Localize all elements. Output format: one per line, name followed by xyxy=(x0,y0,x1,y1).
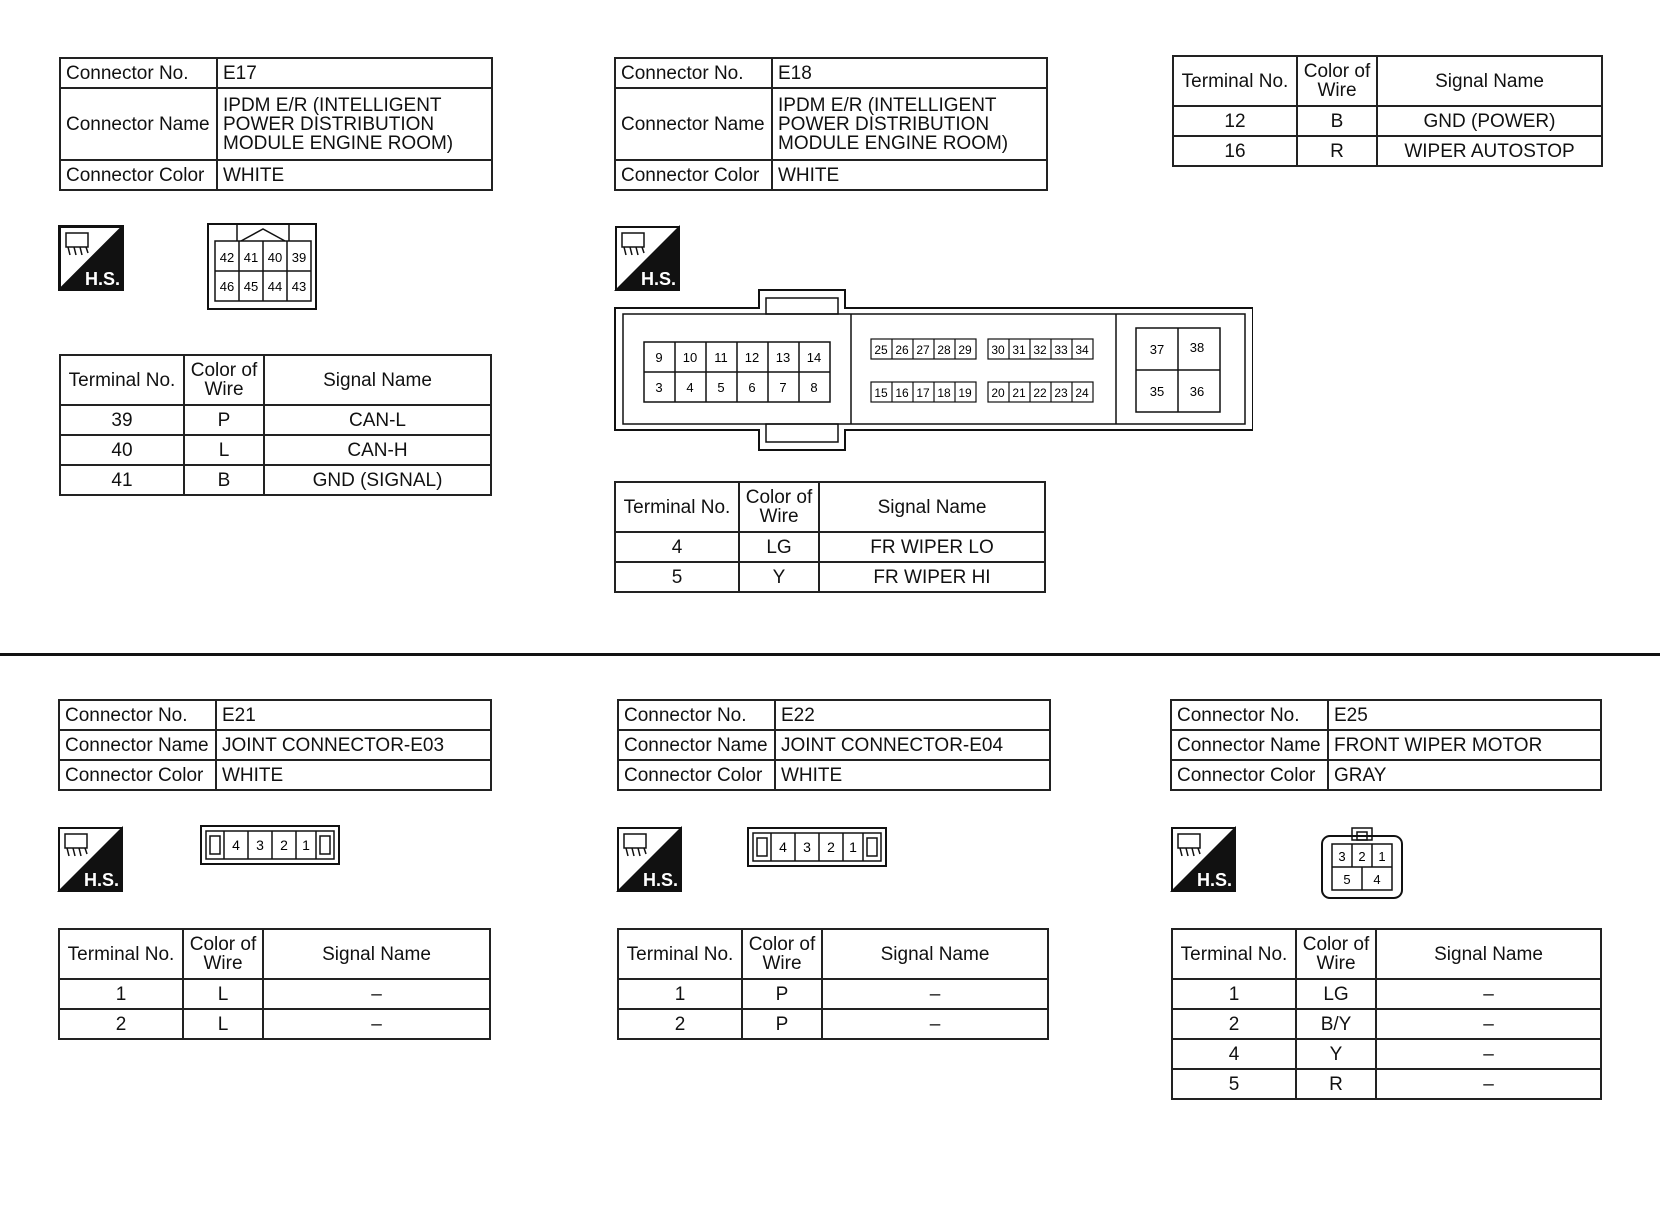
pin-label: 10 xyxy=(682,350,698,365)
terminal-cell: 2 xyxy=(59,1009,183,1039)
table-row xyxy=(1172,1009,1601,1039)
e18-info-table xyxy=(614,57,1048,191)
pin-label: 45 xyxy=(243,279,259,294)
pin-label: 36 xyxy=(1189,384,1205,399)
connector-color-label: Connector Color xyxy=(59,760,216,790)
pin-label: 12 xyxy=(744,350,760,365)
connector-color-label: Connector Color xyxy=(618,760,775,790)
terminal-cell: 1 xyxy=(618,979,742,1009)
color-of-wire-header xyxy=(184,355,264,405)
connector-color-value: WHITE xyxy=(775,760,1050,790)
signal-cell: WIPER AUTOSTOP xyxy=(1377,136,1602,166)
header-line: Color of xyxy=(1303,61,1371,82)
pin-label: 41 xyxy=(243,250,259,265)
header-row xyxy=(59,929,490,979)
signal-cell: – xyxy=(1376,1009,1601,1039)
pin-label: 4 xyxy=(779,839,787,855)
section-divider xyxy=(0,653,1660,656)
color-of-wire-header xyxy=(739,482,819,532)
pin-label: 35 xyxy=(1149,384,1165,399)
table-row xyxy=(618,979,1048,1009)
connector-no-label: Connector No. xyxy=(59,700,216,730)
wire-cell: Y xyxy=(739,562,819,592)
table-row xyxy=(60,435,491,465)
wire-cell: P xyxy=(184,405,264,435)
connector-name-label: Connector Name xyxy=(60,88,217,160)
connector-no-label: Connector No. xyxy=(60,58,217,88)
header-line: Wire xyxy=(759,506,799,527)
header-row xyxy=(615,482,1045,532)
terminal-no-header: Terminal No. xyxy=(615,482,739,532)
terminal-cell: 40 xyxy=(60,435,184,465)
signal-cell: FR WIPER HI xyxy=(819,562,1045,592)
pin-label: 5 xyxy=(1343,872,1351,887)
pin-label: 20 xyxy=(991,386,1005,400)
e25-signal-table xyxy=(1171,928,1602,1100)
connector-name-row xyxy=(60,88,492,160)
pin-label: 16 xyxy=(895,386,909,400)
table-row xyxy=(615,562,1045,592)
wire-cell: B/Y xyxy=(1296,1009,1376,1039)
terminal-cell: 2 xyxy=(618,1009,742,1039)
connector-no-value: E18 xyxy=(772,58,1047,88)
pin-label: 19 xyxy=(958,386,972,400)
table-row xyxy=(1172,1069,1601,1099)
color-of-wire-header xyxy=(183,929,263,979)
connector-no-value: E22 xyxy=(775,700,1050,730)
pin-label: 7 xyxy=(779,380,787,395)
connector-no-label: Connector No. xyxy=(1171,700,1328,730)
name-line: MODULE ENGINE ROOM) xyxy=(223,132,454,154)
terminal-cell: 4 xyxy=(615,532,739,562)
e21-info-table xyxy=(58,699,492,791)
header-row xyxy=(1172,929,1601,979)
header-row xyxy=(1173,56,1602,106)
terminal-cell: 4 xyxy=(1172,1039,1296,1069)
pin-label: 4 xyxy=(1373,872,1381,887)
pin-label: 2 xyxy=(1358,849,1366,864)
pin-label: 33 xyxy=(1054,343,1068,357)
e17-connector-face xyxy=(207,223,319,311)
pin-label: 9 xyxy=(655,350,663,365)
hs-label: H.S. xyxy=(85,269,121,289)
connector-name-row xyxy=(59,730,491,760)
pin-label: 4 xyxy=(232,837,240,853)
connector-no-value: E21 xyxy=(216,700,491,730)
terminal-cell: 39 xyxy=(60,405,184,435)
signal-cell: – xyxy=(1376,979,1601,1009)
connector-color-label: Connector Color xyxy=(60,160,217,190)
e17-info-table xyxy=(59,57,493,191)
name-line: MODULE ENGINE ROOM) xyxy=(778,132,1009,154)
signal-cell: – xyxy=(263,979,490,1009)
connector-color-value: GRAY xyxy=(1328,760,1601,790)
harness-side-icon xyxy=(58,225,124,291)
connector-color-value: WHITE xyxy=(216,760,491,790)
pin-label: 6 xyxy=(748,380,756,395)
wire-cell: L xyxy=(184,435,264,465)
connector-no-row xyxy=(618,700,1050,730)
pin-label: 8 xyxy=(810,380,818,395)
pin-label: 1 xyxy=(302,837,310,853)
connector-color-label: Connector Color xyxy=(615,160,772,190)
wire-cell: P xyxy=(742,1009,822,1039)
header-row xyxy=(60,355,491,405)
connector-color-row xyxy=(60,160,492,190)
header-line: Color of xyxy=(190,360,258,381)
e25-info-table xyxy=(1170,699,1602,791)
e22-signal-table xyxy=(617,928,1049,1040)
wire-cell: LG xyxy=(739,532,819,562)
pin-label: 44 xyxy=(267,279,283,294)
connector-name-value: JOINT CONNECTOR-E04 xyxy=(775,730,1050,760)
pin-label: 27 xyxy=(916,343,930,357)
connector-name-value: FRONT WIPER MOTOR xyxy=(1328,730,1601,760)
connector-no-label: Connector No. xyxy=(615,58,772,88)
signal-cell: – xyxy=(822,979,1048,1009)
harness-side-icon xyxy=(616,826,682,892)
wire-cell: L xyxy=(183,1009,263,1039)
pin-label: 15 xyxy=(874,386,888,400)
pin-label: 34 xyxy=(1075,343,1089,357)
terminal-cell: 41 xyxy=(60,465,184,495)
pin-label: 21 xyxy=(1012,386,1026,400)
header-line: Wire xyxy=(203,953,243,974)
table-row xyxy=(60,405,491,435)
connector-color-row xyxy=(1171,760,1601,790)
e21-signal-table xyxy=(58,928,491,1040)
header-line: Color of xyxy=(745,487,813,508)
color-of-wire-header xyxy=(1296,929,1376,979)
connector-no-row xyxy=(615,58,1047,88)
terminal-cell: 12 xyxy=(1173,106,1297,136)
signal-cell: – xyxy=(1376,1039,1601,1069)
signal-cell: FR WIPER LO xyxy=(819,532,1045,562)
pin-label: 1 xyxy=(1378,849,1386,864)
hs-label: H.S. xyxy=(1197,870,1233,890)
connector-color-row xyxy=(618,760,1050,790)
table-row xyxy=(618,1009,1048,1039)
connector-name-value xyxy=(217,88,492,160)
signal-cell: – xyxy=(822,1009,1048,1039)
table-row xyxy=(1172,1039,1601,1069)
terminal-cell: 5 xyxy=(615,562,739,592)
e22-info-table xyxy=(617,699,1051,791)
harness-side-icon xyxy=(1170,826,1236,892)
pin-label: 3 xyxy=(1338,849,1346,864)
header-line: Wire xyxy=(1317,80,1357,101)
header-line: Color of xyxy=(189,934,257,955)
pin-label: 25 xyxy=(874,343,888,357)
connector-name-row xyxy=(1171,730,1601,760)
connector-name-row xyxy=(615,88,1047,160)
pin-label: 29 xyxy=(958,343,972,357)
terminal-cell: 5 xyxy=(1172,1069,1296,1099)
name-line: IPDM E/R (INTELLIGENT xyxy=(778,94,997,116)
header-line: Wire xyxy=(762,953,802,974)
wire-cell: R xyxy=(1297,136,1377,166)
table-row xyxy=(59,1009,490,1039)
pin-label: 23 xyxy=(1054,386,1068,400)
color-of-wire-header xyxy=(742,929,822,979)
table-row xyxy=(1173,136,1602,166)
connector-no-value: E25 xyxy=(1328,700,1601,730)
header-line: Wire xyxy=(1316,953,1356,974)
name-line: POWER DISTRIBUTION xyxy=(223,113,435,135)
pin-label: 26 xyxy=(895,343,909,357)
pin-label: 11 xyxy=(714,350,728,365)
hs-label: H.S. xyxy=(643,870,679,890)
hs-label: H.S. xyxy=(641,269,677,289)
pin-label: 3 xyxy=(655,380,663,395)
name-line: POWER DISTRIBUTION xyxy=(778,113,990,135)
signal-cell: GND (SIGNAL) xyxy=(264,465,491,495)
connector-color-value: WHITE xyxy=(772,160,1047,190)
header-line: Color of xyxy=(748,934,816,955)
pin-label: 32 xyxy=(1033,343,1047,357)
pin-label: 22 xyxy=(1033,386,1047,400)
pin-label: 30 xyxy=(991,343,1005,357)
connector-no-row xyxy=(59,700,491,730)
signal-cell: CAN-H xyxy=(264,435,491,465)
wire-cell: B xyxy=(184,465,264,495)
wire-cell: B xyxy=(1297,106,1377,136)
signal-name-header: Signal Name xyxy=(264,355,491,405)
connector-name-label: Connector Name xyxy=(59,730,216,760)
terminal-no-header: Terminal No. xyxy=(618,929,742,979)
harness-side-icon xyxy=(614,225,680,291)
pin-label: 37 xyxy=(1149,342,1165,357)
connector-no-row xyxy=(60,58,492,88)
connector-name-label: Connector Name xyxy=(1171,730,1328,760)
e18-signal-table-b xyxy=(1172,55,1603,167)
connector-name-value: JOINT CONNECTOR-E03 xyxy=(216,730,491,760)
e21-connector-face xyxy=(200,825,342,867)
pin-label: 17 xyxy=(916,386,930,400)
connector-name-label: Connector Name xyxy=(615,88,772,160)
pin-label: 3 xyxy=(803,839,811,855)
pin-label: 4 xyxy=(686,380,694,395)
pin-label: 38 xyxy=(1189,340,1205,355)
connector-color-value: WHITE xyxy=(217,160,492,190)
pin-label: 18 xyxy=(937,386,951,400)
wire-cell: P xyxy=(742,979,822,1009)
terminal-cell: 16 xyxy=(1173,136,1297,166)
terminal-no-header: Terminal No. xyxy=(60,355,184,405)
harness-side-icon xyxy=(57,826,123,892)
color-of-wire-header xyxy=(1297,56,1377,106)
connector-no-label: Connector No. xyxy=(618,700,775,730)
e22-connector-face xyxy=(747,827,889,869)
terminal-cell: 1 xyxy=(1172,979,1296,1009)
signal-name-header: Signal Name xyxy=(1376,929,1601,979)
terminal-no-header: Terminal No. xyxy=(1172,929,1296,979)
pin-label: 5 xyxy=(717,380,725,395)
pin-label: 46 xyxy=(219,279,235,294)
terminal-no-header: Terminal No. xyxy=(59,929,183,979)
connector-name-label: Connector Name xyxy=(618,730,775,760)
e17-signal-table xyxy=(59,354,492,496)
e18-connector-face xyxy=(613,288,1253,454)
signal-name-header: Signal Name xyxy=(819,482,1045,532)
signal-name-header: Signal Name xyxy=(822,929,1048,979)
wire-cell: L xyxy=(183,979,263,1009)
header-row xyxy=(618,929,1048,979)
pin-label: 2 xyxy=(827,839,835,855)
pin-label: 3 xyxy=(256,837,264,853)
signal-cell: – xyxy=(263,1009,490,1039)
terminal-cell: 1 xyxy=(59,979,183,1009)
connector-name-row xyxy=(618,730,1050,760)
connector-color-row xyxy=(615,160,1047,190)
signal-cell: GND (POWER) xyxy=(1377,106,1602,136)
signal-name-header: Signal Name xyxy=(1377,56,1602,106)
connector-no-row xyxy=(1171,700,1601,730)
pin-label: 2 xyxy=(280,837,288,853)
signal-cell: – xyxy=(1376,1069,1601,1099)
table-row xyxy=(60,465,491,495)
connector-name-value xyxy=(772,88,1047,160)
terminal-no-header: Terminal No. xyxy=(1173,56,1297,106)
pin-label: 14 xyxy=(806,350,822,365)
connector-no-value: E17 xyxy=(217,58,492,88)
header-line: Wire xyxy=(204,379,244,400)
table-row xyxy=(615,532,1045,562)
wire-cell: LG xyxy=(1296,979,1376,1009)
pin-label: 40 xyxy=(267,250,283,265)
pin-label: 1 xyxy=(849,839,857,855)
signal-cell: CAN-L xyxy=(264,405,491,435)
terminal-cell: 2 xyxy=(1172,1009,1296,1039)
wire-cell: Y xyxy=(1296,1039,1376,1069)
pin-label: 13 xyxy=(775,350,791,365)
pin-label: 42 xyxy=(219,250,235,265)
header-line: Color of xyxy=(1302,934,1370,955)
table-row xyxy=(1173,106,1602,136)
signal-name-header: Signal Name xyxy=(263,929,490,979)
pin-label: 28 xyxy=(937,343,951,357)
hs-label: H.S. xyxy=(84,870,120,890)
table-row xyxy=(1172,979,1601,1009)
e18-signal-table-a xyxy=(614,481,1046,593)
connector-color-row xyxy=(59,760,491,790)
wire-cell: R xyxy=(1296,1069,1376,1099)
pin-label: 24 xyxy=(1075,386,1089,400)
connector-color-label: Connector Color xyxy=(1171,760,1328,790)
name-line: IPDM E/R (INTELLIGENT xyxy=(223,94,442,116)
pin-label: 39 xyxy=(291,250,307,265)
pin-label: 31 xyxy=(1012,343,1026,357)
pin-label: 43 xyxy=(291,279,307,294)
e25-connector-face xyxy=(1320,826,1404,900)
table-row xyxy=(59,979,490,1009)
